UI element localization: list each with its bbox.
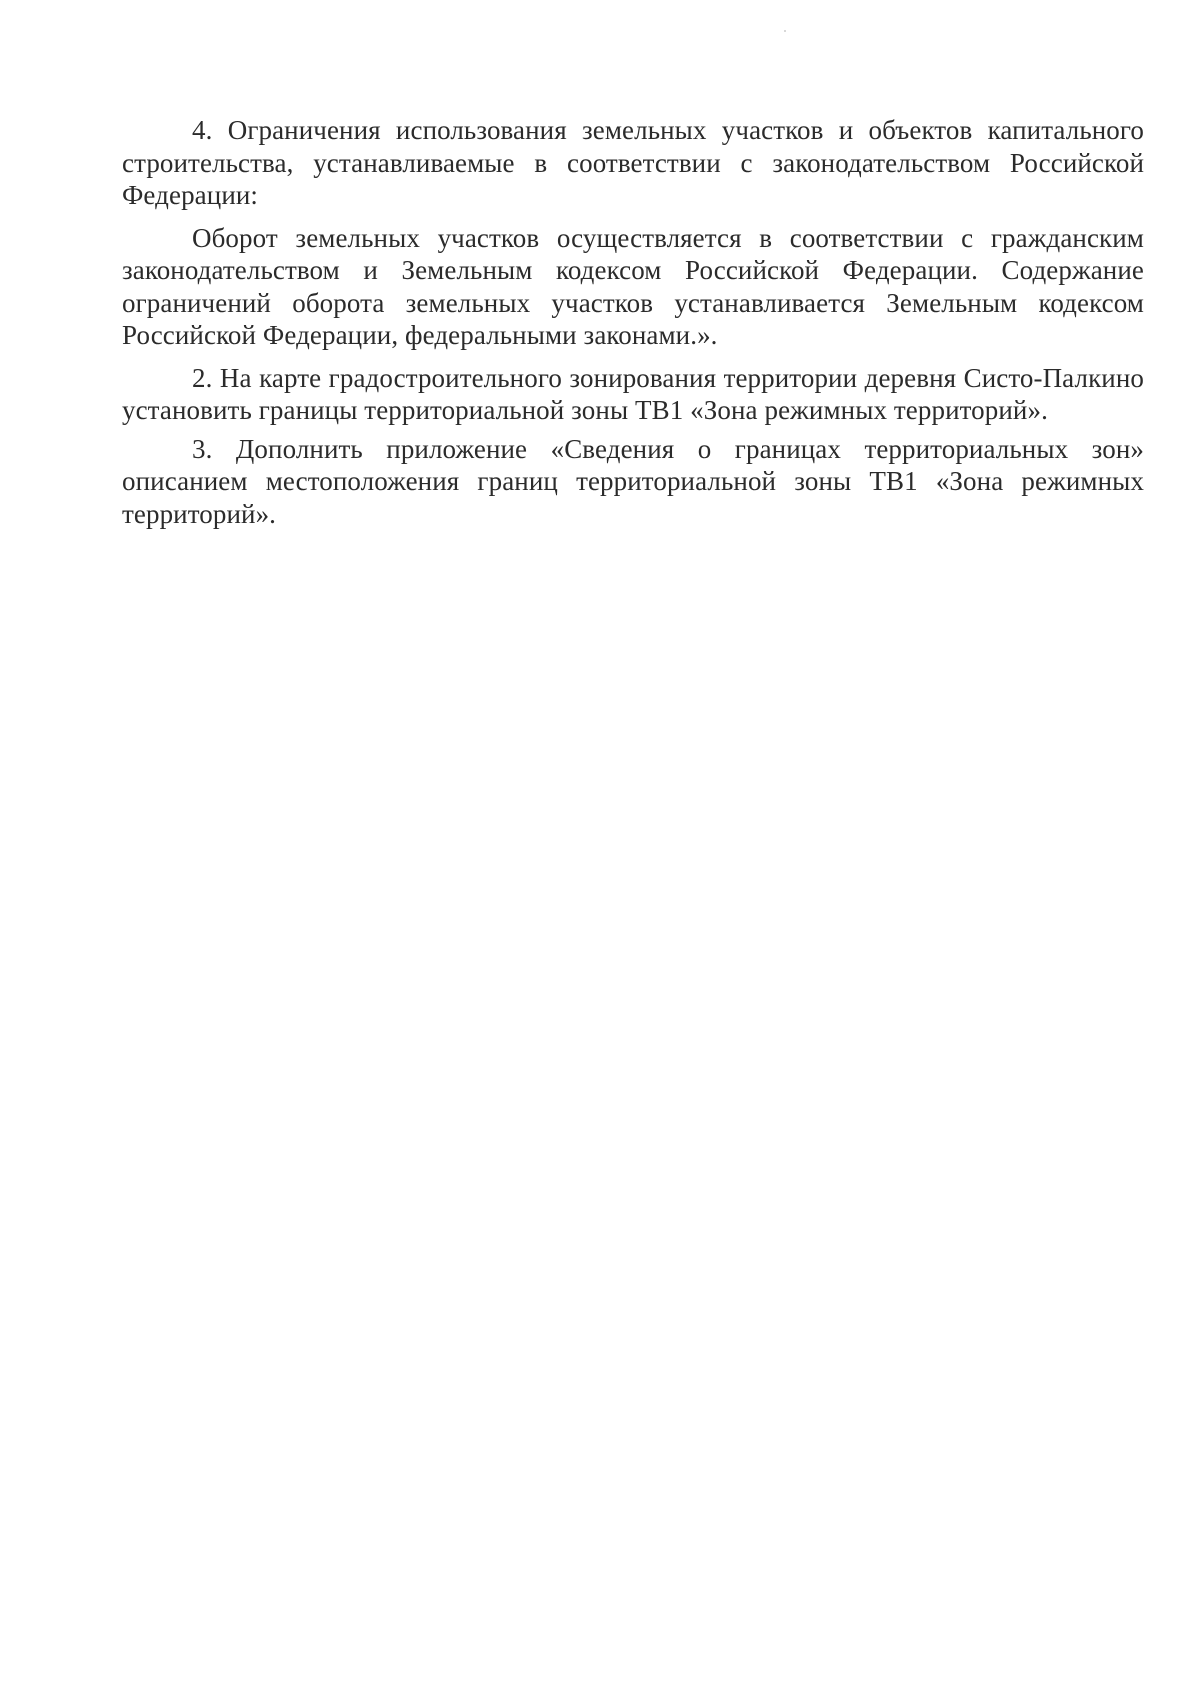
document-body <box>122 114 1144 530</box>
paragraph-zoning-map: 2. На карте градостроительного зонирования территории деревня Систо-Палкино установить границы территориальной зоны ТВ1 «Зона режимных территорий». <box>122 362 1144 425</box>
paragraph-appendix: 3. Дополнить приложение «Сведения о границах территориальных зон» описанием местоположения границ территориальной зоны ТВ1 «Зона режимных территорий». <box>122 433 1144 529</box>
paragraph-restrictions: 4. Ограничения использования земельных участков и объектов капитального строительства, устанавливаемые в соответствии с законодательством Российской Федерации: <box>122 115 1144 210</box>
paragraph-land-turnover: Оборот земельных участков осуществляется в соответствии с гражданским законодательством и Земельным кодексом Российской Федерации. Содержание ограничений оборота земельных участков устанавливается Земельным кодексом Российской Федерации, федеральными законами.». <box>122 222 1144 350</box>
scan-speck <box>784 30 786 32</box>
